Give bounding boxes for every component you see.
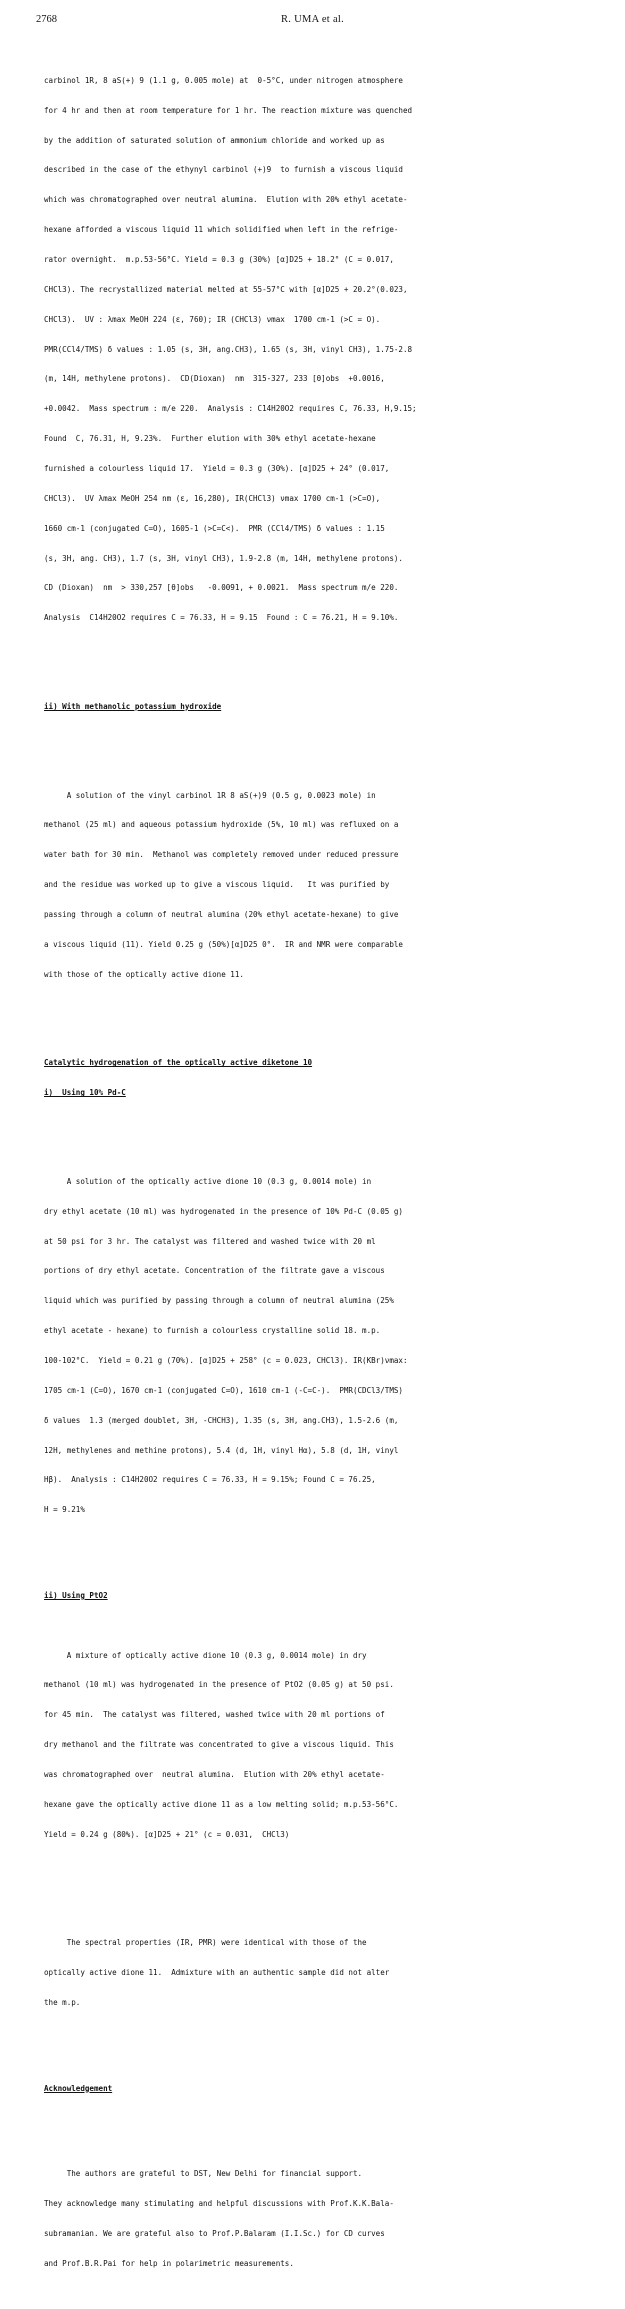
text-line: was chromatographed over neutral alumina. Elution with 20% ethyl acetate-: [44, 1770, 385, 1780]
text-line: for 4 hr and then at room temperature for 1 hr. The reaction mixture was quenched: [44, 105, 413, 115]
section-heading-catalytic-hydrogenation: Catalytic hydrogenation of the optically active diketone 10: [44, 1058, 313, 1068]
article-body: [44, 36, 596, 2309]
text-line: Found C, 76.31, H, 9.23%. Further elution with 30% ethyl acetate-hexane: [44, 434, 376, 444]
text-line: methanol (25 ml) and aqueous potassium hydroxide (5%, 10 ml) was refluxed on a: [44, 820, 399, 830]
text-line: (m, 14H, methylene protons). CD(Dioxan) nm 315-327, 233 [θ]obs +0.0016,: [44, 374, 385, 384]
text-line: at 50 psi for 3 hr. The catalyst was filtered and washed twice with 20 ml: [44, 1236, 376, 1246]
text-line: the m.p.: [44, 1998, 81, 2007]
page-number: 2768: [36, 14, 57, 25]
text-line: liquid which was purified by passing through a column of neutral alumina (25%: [44, 1296, 394, 1306]
text-line: optically active dione 11. Admixture with an authentic sample did not alter: [44, 1968, 390, 1978]
subsection-heading-pd-c: i) Using 10% Pd-C: [44, 1088, 126, 1098]
subsection-heading-pto2: ii) Using PtO2: [44, 1590, 108, 1600]
text-line: dry methanol and the filtrate was concentrated to give a viscous liquid. This: [44, 1740, 394, 1750]
text-line: +0.0042. Mass spectrum : m/e 220. Analysis : C14H20O2 requires C, 76.33, H,9.15;: [44, 404, 417, 414]
text-line: furnished a colourless liquid 17. Yield = 0.3 g (30%). [α]D25 + 24° (0.017,: [44, 463, 390, 473]
text-line: PMR(CCl4/TMS) δ values : 1.05 (s, 3H, ang.CH3), 1.65 (s, 3H, vinyl CH3), 1.75-2.8: [44, 344, 413, 354]
text-line: by the addition of saturated solution of ammonium chloride and worked up as: [44, 135, 385, 145]
text-line: 1705 cm-1 (C=O), 1670 cm-1 (conjugated C=O), 1610 cm-1 (-C=C-). PMR(CDCl3/TMS): [44, 1385, 403, 1395]
text-line: CHCl3). UV λmax MeOH 254 nm (ε, 16,280), IR(CHCl3) νmax 1700 cm-1 (>C=O),: [44, 493, 381, 503]
text-line: 1660 cm-1 (conjugated C=O), 1605-1 (>C=C<). PMR (CCl4/TMS) δ values : 1.15: [44, 523, 385, 533]
spectral-properties-paragraph: [44, 1918, 596, 2027]
experimental-paragraph-continued: [44, 56, 596, 643]
text-line: hexane gave the optically active dione 11 as a low melting solid; m.p.53-56°C.: [44, 1799, 399, 1809]
text-line: subramanian. We are grateful also to Prof.P.Balaram (I.I.Sc.) for CD curves: [44, 2228, 385, 2238]
text-line: A mixture of optically active dione 10 (0.3 g, 0.0014 mole) in dry: [44, 1650, 367, 1660]
text-line: Yield = 0.24 g (80%). [α]D25 + 21° (c = 0.031, CHCl3): [44, 1829, 290, 1839]
text-line: CHCl3). UV : λmax MeOH 224 (ε, 760); IR (CHCl3) νmax 1700 cm-1 (>C = O).: [44, 314, 381, 324]
text-line: and Prof.B.R.Pai for help in polarimetric measurements.: [44, 2258, 294, 2268]
pd-c-paragraph: [44, 1157, 596, 1535]
text-line: CHCl3). The recrystallized material melted at 55-57°C with [α]D25 + 20.2°(0.023,: [44, 284, 408, 294]
text-line: H = 9.21%: [44, 1505, 85, 1515]
text-line: methanol (10 ml) was hydrogenated in the presence of PtO2 (0.05 g) at 50 psi.: [44, 1680, 394, 1690]
text-line: portions of dry ethyl acetate. Concentration of the filtrate gave a viscous: [44, 1266, 385, 1276]
text-line: described in the case of the ethynyl carbinol (+)9 to furnish a viscous liquid: [44, 165, 403, 175]
text-line: δ values 1.3 (merged doublet, 3H, -CHCH3), 1.35 (s, 3H, ang.CH3), 1.5-2.6 (m,: [44, 1415, 399, 1425]
text-line: The spectral properties (IR, PMR) were identical with those of the: [44, 1938, 367, 1948]
text-line: carbinol 1R, 8 aS(+) 9 (1.1 g, 0.005 mole) at 0-5°C, under nitrogen atmosphere: [44, 75, 403, 85]
text-line: a viscous liquid (11). Yield 0.25 g (50%)[α]D25 0°. IR and NMR were comparable: [44, 939, 403, 949]
running-head: R. UMA et al.: [280, 14, 345, 25]
text-line: The authors are grateful to DST, New Delhi for financial support.: [44, 2169, 363, 2179]
text-line: water bath for 30 min. Methanol was completely removed under reduced pressure: [44, 850, 399, 860]
text-line: A solution of the optically active dione 10 (0.3 g, 0.0014 mole) in: [44, 1176, 372, 1186]
text-line: They acknowledge many stimulating and helpful discussions with Prof.K.K.Bala-: [44, 2199, 394, 2209]
acknowledgement-paragraph: [44, 2149, 596, 2288]
text-line: and the residue was worked up to give a viscous liquid. It was purified by: [44, 880, 390, 890]
text-line: hexane afforded a viscous liquid 11 which solidified when left in the refrige-: [44, 225, 399, 235]
text-line: Analysis C14H20O2 requires C = 76.33, H = 9.15 Found : C = 76.21, H = 9.10%.: [44, 613, 399, 623]
text-line: dry ethyl acetate (10 ml) was hydrogenated in the presence of 10% Pd-C (0.05 g): [44, 1206, 403, 1216]
page-header: [36, 14, 589, 28]
text-line: 100-102°C. Yield = 0.21 g (70%). [α]D25 + 258° (c = 0.023, CHCl3). IR(KBr)νmax:: [44, 1355, 408, 1365]
text-line: (s, 3H, ang. CH3), 1.7 (s, 3H, vinyl CH3), 1.9-2.8 (m, 14H, methylene protons).: [44, 553, 403, 563]
text-line: A solution of the vinyl carbinol 1R 8 aS(+)9 (0.5 g, 0.0023 mole) in: [44, 790, 376, 800]
text-line: 12H, methylenes and methine protons), 5.4 (d, 1H, vinyl Hα), 5.8 (d, 1H, vinyl: [44, 1445, 399, 1455]
text-line: passing through a column of neutral alumina (20% ethyl acetate-hexane) to give: [44, 909, 399, 919]
section-heading-methanolic-koh: ii) With methanolic potassium hydroxide: [44, 701, 222, 711]
text-line: CD (Dioxan) nm > 330,257 [θ]obs -0.0091, + 0.0021. Mass spectrum m/e 220.: [44, 583, 399, 593]
text-line: ethyl acetate - hexane) to furnish a colourless crystalline solid 18. m.p.: [44, 1326, 381, 1336]
text-line: which was chromatographed over neutral alumina. Elution with 20% ethyl acetate-: [44, 195, 408, 205]
text-line: rator overnight. m.p.53-56°C. Yield = 0.3 g (30%) [α]D25 + 18.2° (C = 0.017,: [44, 254, 394, 264]
acknowledgement-heading: Acknowledgement: [44, 2083, 113, 2093]
pto2-paragraph: [44, 1631, 596, 1860]
text-line: for 45 min. The catalyst was filtered, washed twice with 20 ml portions of: [44, 1710, 385, 1720]
text-line: Hβ). Analysis : C14H20O2 requires C = 76.33, H = 9.15%; Found C = 76.25,: [44, 1475, 376, 1485]
methanolic-koh-paragraph: [44, 771, 596, 1000]
text-line: with those of the optically active dione 11.: [44, 969, 244, 979]
